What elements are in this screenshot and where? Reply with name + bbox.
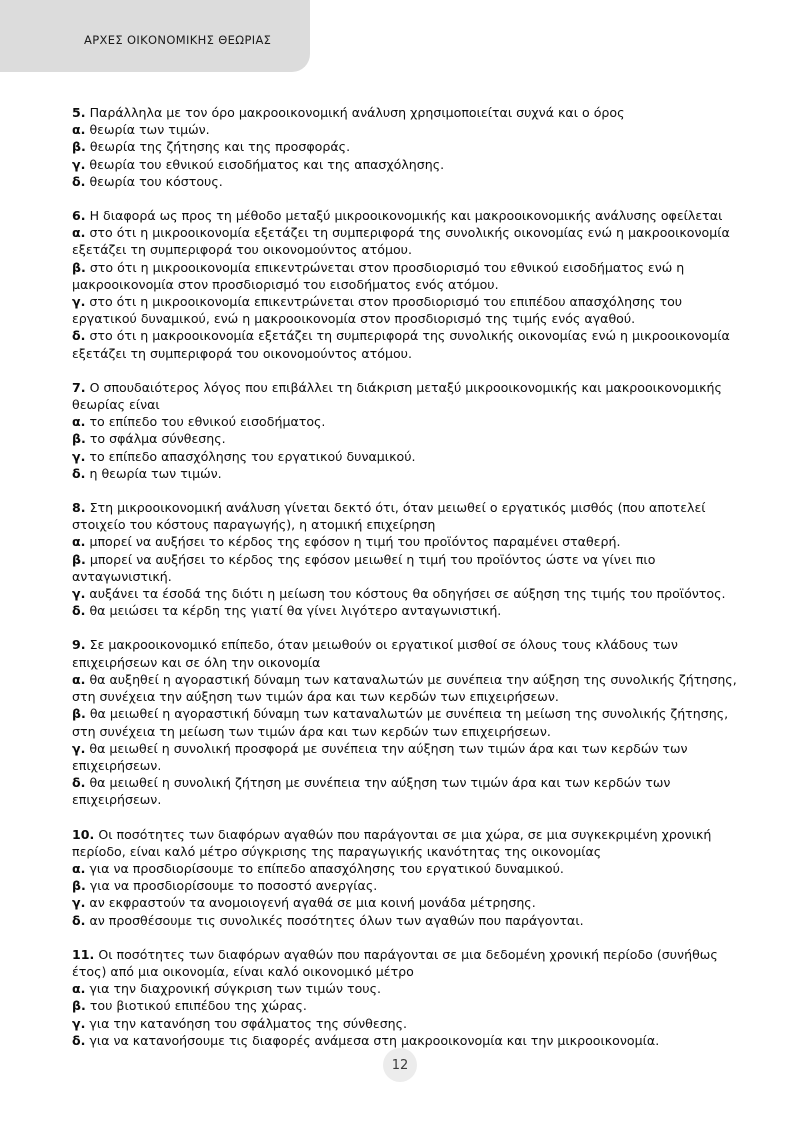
answer-option[interactable] — [72, 430, 742, 447]
answer-option-letter: β. — [72, 139, 86, 155]
question-number: 6. — [72, 208, 86, 224]
answer-option[interactable] — [72, 551, 742, 585]
answer-option-text: μπορεί να αυξήσει το κέρδος της εφόσον μειωθεί η τιμή του προϊόντος ώστε να γίνει πιο ανταγωνιστική. — [72, 551, 656, 584]
question-block — [72, 207, 742, 362]
question-stem — [72, 636, 742, 670]
answer-option[interactable] — [72, 224, 742, 258]
answer-option-letter: β. — [72, 431, 86, 447]
answer-option[interactable] — [72, 877, 742, 894]
answer-option-letter: β. — [72, 551, 86, 567]
question-stem-text: Οι ποσότητες των διαφόρων αγαθών που παράγονται σε μια δεδομένη χρονική περίοδο (συνήθως έτος) από μια οικονομία, είναι καλό οικονομικό μέτρο — [72, 946, 718, 979]
answer-option-text: στο ότι η μικροοικονομία επικεντρώνεται στον προσδιορισμό του εθνικού εισοδήματος ενώ η μακροοικονομία στον προσδιορισμό του εισοδήματος ενός ατόμου. — [72, 259, 685, 292]
question-stem — [72, 379, 742, 413]
answer-option[interactable] — [72, 173, 742, 190]
question-stem — [72, 826, 742, 860]
answer-option-text: το επίπεδο του εθνικού εισοδήματος. — [89, 414, 326, 430]
answer-option-text: στο ότι η μακροοικονομία εξετάζει τη συμπεριφορά της συνολικής οικονομίας ενώ η μικροοικονομία εξετάζει τη συμπεριφορά του οικονομούντος ατόμου. — [72, 328, 730, 361]
answer-option[interactable] — [72, 259, 742, 293]
question-number: 5. — [72, 105, 86, 120]
answer-option-letter: β. — [72, 706, 86, 722]
answer-option-letter: α. — [72, 534, 86, 550]
answer-option-text: η θεωρία των τιμών. — [89, 465, 222, 481]
question-stem-text: Ο σπουδαιότερος λόγος που επιβάλλει τη διάκριση μεταξύ μικροοικονομικής και μακροοικονομικής θεωρίας είναι — [72, 379, 722, 413]
answer-option-text: αν προσθέσουμε τις συνολικές ποσότητες όλων των αγαθών που παράγονται. — [89, 912, 584, 928]
question-number: 9. — [72, 637, 86, 653]
answer-option-text: στο ότι η μικροοικονομία εξετάζει τη συμπεριφορά της συνολικής οικονομίας ενώ η μακροοικονομία εξετάζει τη συμπεριφορά του οικονομούντος ατόμου. — [72, 225, 730, 258]
answer-option-text: θα μειωθεί η συνολική ζήτηση με συνέπεια την αύξηση των τιμών άρα και των κερδών των επιχειρήσεων. — [72, 775, 671, 808]
question-block — [72, 826, 742, 929]
answer-option[interactable] — [72, 671, 742, 705]
page-number-label: 12 — [391, 1057, 409, 1073]
answer-option-letter: α. — [72, 122, 86, 138]
answer-option[interactable] — [72, 980, 742, 997]
answer-option-letter: α. — [72, 414, 86, 430]
answer-option-text: θα αυξηθεί η αγοραστική δύναμη των καταναλωτών με συνέπεια την αύξηση της συνολικής ζήτησης, στη συνέχεια την αύξηση των τιμών άρα και των κερδών των επιχειρήσεων. — [72, 671, 737, 705]
answer-option-text: για να κατανοήσουμε τις διαφορές ανάμεσα στη μακροοικονομία και την μικροοικονομία. — [89, 1032, 660, 1048]
question-block — [72, 636, 742, 808]
answer-option-letter: γ. — [72, 895, 86, 911]
answer-option-letter: α. — [72, 981, 86, 997]
answer-option-text: μπορεί να αυξήσει το κέρδος της εφόσον η τιμή του προϊόντος παραμένει σταθερή. — [89, 534, 621, 550]
answer-option-text: για να προσδιορίσουμε το ποσοστό ανεργίας. — [89, 878, 378, 894]
question-block — [72, 379, 742, 482]
answer-option-letter: γ. — [72, 1015, 86, 1031]
answer-option-letter: δ. — [72, 775, 86, 791]
question-number: 7. — [72, 379, 86, 395]
answer-option-text: το επίπεδο απασχόλησης του εργατικού δυναμικού. — [89, 448, 416, 464]
answer-option-letter: γ. — [72, 156, 86, 172]
question-block — [72, 104, 742, 190]
answer-option[interactable] — [72, 327, 742, 361]
answer-option-letter: α. — [72, 860, 86, 876]
answer-option-letter: δ. — [72, 603, 86, 619]
answer-option-letter: α. — [72, 225, 86, 241]
answer-option[interactable] — [72, 1015, 742, 1032]
answer-option-letter: δ. — [72, 328, 86, 344]
question-block — [72, 499, 742, 619]
answer-option[interactable] — [72, 533, 742, 550]
answer-option-text: θεωρία του κόστους. — [89, 173, 223, 189]
answer-option-letter: γ. — [72, 448, 86, 464]
answer-option[interactable] — [72, 413, 742, 430]
answer-option[interactable] — [72, 997, 742, 1014]
answer-option-text: στο ότι η μικροοικονομία επικεντρώνεται στον προσδιορισμό του επιπέδου απασχόλησης του εργατικού δυναμικού, ενώ η μακροοικονομία στον προσδιορισμό της τιμής ενός αγαθού. — [72, 294, 683, 327]
page-header-banner — [0, 0, 310, 72]
question-stem-text: Η διαφορά ως προς τη μέθοδο μεταξύ μικροοικονομικής και μακροοικονομικής ανάλυσης οφείλεται — [89, 208, 723, 224]
answer-option-letter: β. — [72, 878, 86, 894]
answer-option-text: για να προσδιορίσουμε το επίπεδο απασχόλησης του εργατικού δυναμικού. — [89, 860, 564, 876]
answer-option[interactable] — [72, 156, 742, 173]
answer-option-text: αυξάνει τα έσοδά της διότι η μείωση του κόστους θα οδηγήσει σε αύξηση της τιμής του προϊόντος. — [89, 586, 726, 602]
answer-option-letter: α. — [72, 671, 86, 687]
answer-option[interactable] — [72, 740, 742, 774]
answer-option-text: θεωρία των τιμών. — [89, 122, 210, 138]
answer-option[interactable] — [72, 602, 742, 619]
answer-option-letter: β. — [72, 998, 86, 1014]
answer-option[interactable] — [72, 860, 742, 877]
answer-option[interactable] — [72, 465, 742, 482]
answer-option[interactable] — [72, 705, 742, 739]
answer-option-letter: γ. — [72, 586, 86, 602]
answer-option-text: θα μειωθεί η αγοραστική δύναμη των καταναλωτών με συνέπεια τη μείωση της συνολικής ζήτησης, στη συνέχεια τη μείωση των τιμών άρα και των κερδών των επιχειρήσεων. — [72, 706, 729, 739]
question-number: 11. — [72, 946, 95, 962]
answer-option[interactable] — [72, 774, 742, 808]
answer-option-letter: δ. — [72, 465, 86, 481]
answer-option-text: του βιοτικού επιπέδου της χώρας. — [89, 998, 307, 1014]
question-stem — [72, 207, 742, 224]
question-list — [72, 104, 742, 1049]
question-stem-text: Παράλληλα με τον όρο μακροοικονομική ανάλυση χρησιμοποιείται συχνά και ο όρος — [89, 105, 625, 120]
question-stem — [72, 946, 742, 980]
question-number: 8. — [72, 500, 86, 516]
answer-option-text: αν εκφραστούν τα ανομοιογενή αγαθά σε μια κοινή μονάδα μέτρησης. — [89, 895, 536, 911]
question-stem-text: Στη μικροοικονομική ανάλυση γίνεται δεκτό ότι, όταν μειωθεί ο εργατικός μισθός (που αποτελεί στοιχείο του κόστους παραγωγής), η ατομική επιχείρηση — [72, 500, 706, 533]
answer-option-text: θα μειωθεί η συνολική προσφορά με συνέπεια την αύξηση των τιμών άρα και των κερδών των επιχειρήσεων. — [72, 740, 688, 773]
page-title: ΑΡΧΕΣ ΟΙΚΟΝΟΜΙΚΗΣ ΘΕΩΡΙΑΣ — [84, 33, 272, 47]
question-number: 10. — [72, 826, 95, 842]
answer-option-text: θεωρία του εθνικού εισοδήματος και της απασχόλησης. — [89, 156, 445, 172]
answer-option[interactable] — [72, 585, 742, 602]
answer-option[interactable] — [72, 138, 742, 155]
answer-option-text: το σφάλμα σύνθεσης. — [89, 431, 226, 447]
answer-option[interactable] — [72, 894, 742, 911]
answer-option-text: θα μειώσει τα κέρδη της γιατί θα γίνει λιγότερο ανταγωνιστική. — [89, 603, 502, 619]
answer-option[interactable] — [72, 912, 742, 929]
answer-option[interactable] — [72, 448, 742, 465]
answer-option-letter: β. — [72, 259, 86, 275]
answer-option-letter: γ. — [72, 740, 86, 756]
question-stem-text: Οι ποσότητες των διαφόρων αγαθών που παράγονται σε μια χώρα, σε μια συγκεκριμένη χρονική περίοδο, είναι καλό μέτρο σύγκρισης της παραγωγικής ικανότητας της οικονομίας — [72, 826, 712, 859]
answer-option[interactable] — [72, 293, 742, 327]
answer-option-letter: γ. — [72, 294, 86, 310]
question-stem-text: Σε μακροοικονομικό επίπεδο, όταν μειωθούν οι εργατικοί μισθοί σε όλους τους κλάδους των επιχειρήσεων και σε όλη την οικονομία — [72, 637, 678, 670]
question-block — [72, 946, 742, 1049]
answer-option-letter: δ. — [72, 173, 86, 189]
page-number-badge — [383, 1048, 417, 1082]
answer-option[interactable] — [72, 1032, 742, 1049]
question-stem — [72, 104, 742, 121]
question-stem — [72, 499, 742, 533]
answer-option-letter: δ. — [72, 912, 86, 928]
answer-option-text: για την διαχρονική σύγκριση των τιμών τους. — [89, 981, 381, 997]
answer-option-text: για την κατανόηση του σφάλματος της σύνθεσης. — [89, 1015, 408, 1031]
answer-option-letter: δ. — [72, 1032, 86, 1048]
answer-option[interactable] — [72, 121, 742, 138]
answer-option-text: θεωρία της ζήτησης και της προσφοράς. — [89, 139, 351, 155]
